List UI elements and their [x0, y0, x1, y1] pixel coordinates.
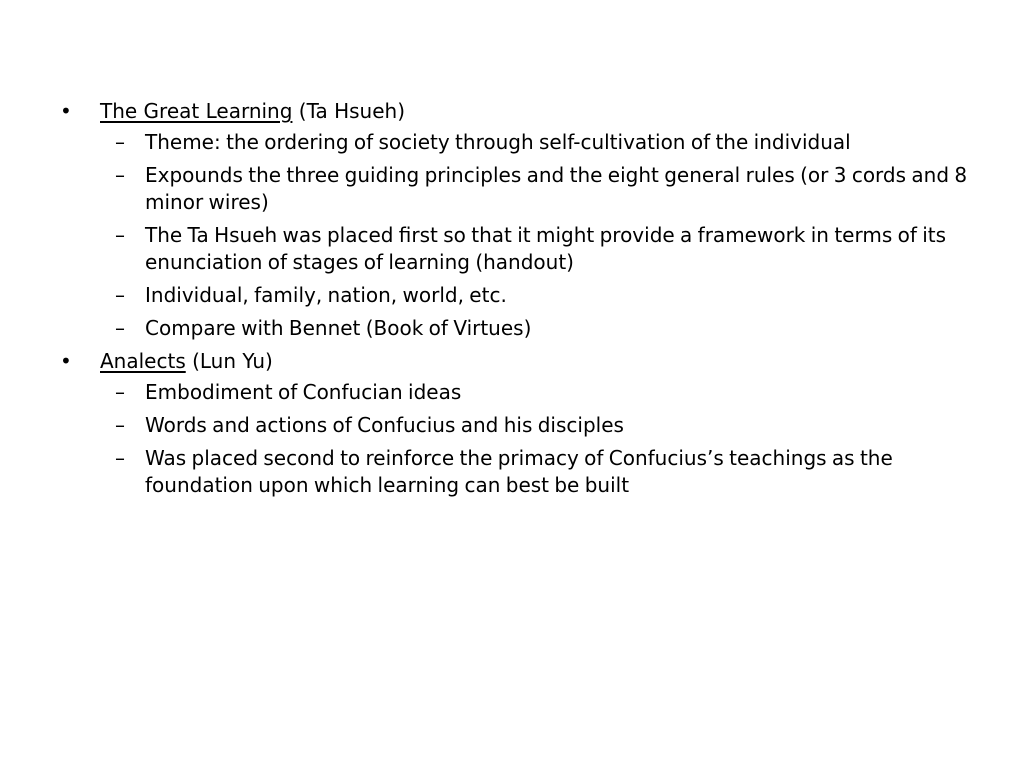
sub-list-item — [100, 222, 976, 276]
item-title: Analects — [100, 349, 186, 373]
bullet-icon: • — [60, 99, 72, 123]
item-title-suffix: (Lun Yu) — [185, 349, 273, 373]
sub-item-text: Individual, family, nation, world, etc. — [145, 283, 507, 307]
bullet-list — [56, 98, 976, 505]
sub-item-text: Compare with Bennet (Book of Virtues) — [145, 316, 532, 340]
item-title: The Great Learning — [100, 99, 293, 123]
sub-list-item — [100, 379, 976, 406]
dash-icon: – — [115, 163, 125, 187]
sub-item-text: Was placed second to reinforce the primacy of Confucius’s teachings as the foundation upon which learning can best be built — [145, 446, 893, 497]
sub-list-item — [100, 412, 976, 439]
sub-item-text: The Ta Hsueh was placed first so that it might provide a framework in terms of its enunciation of stages of learning (handout) — [145, 223, 947, 274]
dash-icon: – — [115, 446, 125, 470]
sub-item-text: Embodiment of Confucian ideas — [145, 380, 462, 404]
dash-icon: – — [115, 283, 125, 307]
dash-icon: – — [115, 223, 125, 247]
list-item-great-learning — [56, 98, 976, 342]
sub-item-text: Expounds the three guiding principles and the eight general rules (or 3 cords and 8 minor wires) — [145, 163, 968, 214]
sub-list-item — [100, 315, 976, 342]
dash-icon: – — [115, 130, 125, 154]
sub-list — [100, 129, 976, 342]
sub-list-item — [100, 129, 976, 156]
sub-list-item — [100, 282, 976, 309]
dash-icon: – — [115, 380, 125, 404]
sub-item-text: Theme: the ordering of society through self-cultivation of the individual — [145, 130, 851, 154]
bullet-icon: • — [60, 349, 72, 373]
sub-item-text: Words and actions of Confucius and his disciples — [145, 413, 624, 437]
sub-list — [100, 379, 976, 499]
item-title-suffix: (Ta Hsueh) — [292, 99, 406, 123]
list-item-analects — [56, 348, 976, 499]
sub-list-item — [100, 162, 976, 216]
dash-icon: – — [115, 413, 125, 437]
dash-icon: – — [115, 316, 125, 340]
sub-list-item — [100, 445, 976, 499]
